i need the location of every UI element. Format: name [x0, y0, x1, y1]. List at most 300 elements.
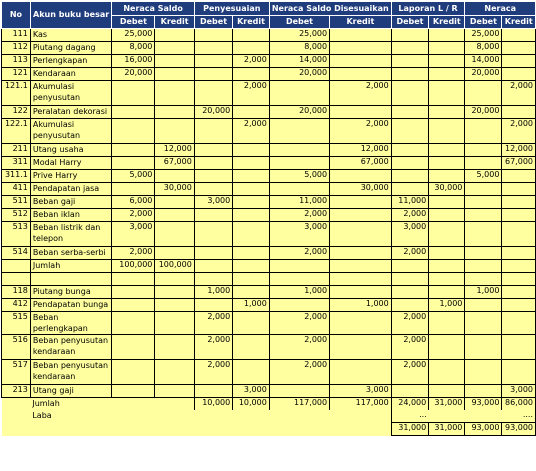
debit-cell: [194, 209, 232, 222]
total-cell: 86,000: [502, 398, 536, 411]
account-name: Pendapatan jasa: [30, 183, 112, 196]
profit-row: [2, 410, 536, 423]
credit-cell: [502, 360, 536, 385]
credit-cell: [233, 335, 270, 360]
account-number: [2, 273, 31, 286]
credit-cell: [502, 222, 536, 247]
table-row: [2, 42, 536, 55]
account-name: Piutang bunga: [30, 286, 112, 299]
debit-cell: [194, 144, 232, 157]
total-label: Jumlah: [30, 398, 112, 411]
credit-cell: [330, 170, 392, 183]
header-penyesuaian: Penyesuaian: [194, 2, 269, 16]
credit-cell: [330, 55, 392, 68]
table-row: [2, 157, 536, 170]
credit-cell: [330, 209, 392, 222]
blank-cell: [30, 423, 112, 436]
blank-cell: [155, 410, 194, 423]
credit-cell: [155, 247, 194, 260]
account-number: 213: [2, 385, 31, 398]
debit-cell: [194, 55, 232, 68]
account-name: Piutang dagang: [30, 42, 112, 55]
table-row: [2, 196, 536, 209]
credit-cell: [429, 55, 465, 68]
balance-cell: 93,000: [465, 423, 502, 436]
credit-cell: 2,000: [330, 81, 392, 106]
debit-cell: 25,000: [269, 29, 329, 42]
credit-cell: [155, 335, 194, 360]
credit-cell: [155, 273, 194, 286]
total-cell: 117,000: [269, 398, 329, 411]
debit-cell: [391, 299, 429, 312]
worksheet: [1, 1, 536, 436]
credit-cell: [330, 42, 392, 55]
debit-cell: 2,000: [391, 335, 429, 360]
debit-cell: 25,000: [465, 29, 502, 42]
credit-cell: [155, 42, 194, 55]
account-number: 211: [2, 144, 31, 157]
debit-cell: [269, 183, 329, 196]
debit-cell: 3,000: [269, 222, 329, 247]
credit-cell: [330, 247, 392, 260]
debit-cell: [194, 68, 232, 81]
credit-cell: [233, 68, 270, 81]
debit-cell: 3,000: [194, 196, 232, 209]
credit-cell: [155, 286, 194, 299]
account-number: 512: [2, 209, 31, 222]
credit-cell: [429, 42, 465, 55]
credit-cell: 2,000: [502, 119, 536, 144]
account-name: Beban gaji: [30, 196, 112, 209]
debit-cell: [465, 196, 502, 209]
worksheet-table: [1, 1, 536, 436]
debit-cell: [465, 335, 502, 360]
debit-cell: [194, 273, 232, 286]
debit-cell: [465, 312, 502, 335]
credit-cell: [502, 196, 536, 209]
profit-cell: ....: [502, 410, 536, 423]
debit-cell: [194, 119, 232, 144]
debit-cell: [391, 55, 429, 68]
debit-cell: [112, 81, 155, 106]
credit-cell: [330, 106, 392, 119]
account-number: 122: [2, 106, 31, 119]
credit-cell: [502, 68, 536, 81]
debit-cell: [269, 81, 329, 106]
header-neraca: Neraca: [465, 2, 536, 16]
credit-cell: 30,000: [330, 183, 392, 196]
header-credit: Kredit: [502, 16, 536, 29]
credit-cell: [330, 360, 392, 385]
debit-cell: 3,000: [112, 222, 155, 247]
debit-cell: 20,000: [112, 68, 155, 81]
credit-cell: [155, 196, 194, 209]
debit-cell: [465, 144, 502, 157]
credit-cell: [429, 170, 465, 183]
credit-cell: [502, 183, 536, 196]
account-number: 411: [2, 183, 31, 196]
blank-cell: [2, 398, 31, 411]
account-number: 113: [2, 55, 31, 68]
header-credit: Kredit: [330, 16, 392, 29]
debit-cell: 11,000: [391, 196, 429, 209]
credit-cell: [429, 360, 465, 385]
debit-cell: 2,000: [194, 335, 232, 360]
balance-cell: 31,000: [391, 423, 429, 436]
credit-cell: 2,000: [233, 81, 270, 106]
table-row: [2, 360, 536, 385]
credit-cell: [429, 286, 465, 299]
debit-cell: 20,000: [194, 106, 232, 119]
debit-cell: 2,000: [269, 247, 329, 260]
credit-cell: [330, 29, 392, 42]
debit-cell: 14,000: [269, 55, 329, 68]
blank-cell: [194, 423, 232, 436]
credit-cell: 2,000: [233, 55, 270, 68]
credit-cell: [155, 222, 194, 247]
account-number: 511: [2, 196, 31, 209]
credit-cell: [429, 247, 465, 260]
table-row: [2, 119, 536, 144]
debit-cell: [194, 299, 232, 312]
credit-cell: [233, 29, 270, 42]
credit-cell: 2,000: [233, 119, 270, 144]
debit-cell: [391, 157, 429, 170]
debit-cell: [194, 170, 232, 183]
credit-cell: [429, 144, 465, 157]
debit-cell: [194, 29, 232, 42]
credit-cell: [502, 312, 536, 335]
total-cell: 117,000: [330, 398, 392, 411]
credit-cell: 3,000: [502, 385, 536, 398]
account-name: Beban penyusutan kendaraan: [30, 360, 112, 385]
debit-cell: [391, 286, 429, 299]
debit-cell: 3,000: [391, 222, 429, 247]
balance-cell: 93,000: [502, 423, 536, 436]
account-number: 311.1: [2, 170, 31, 183]
debit-cell: [465, 222, 502, 247]
credit-cell: [429, 312, 465, 335]
table-row: [2, 29, 536, 42]
total-cell: 31,000: [429, 398, 465, 411]
debit-cell: 2,000: [112, 247, 155, 260]
debit-cell: [391, 144, 429, 157]
account-name: Beban serba-serbi: [30, 247, 112, 260]
debit-cell: [112, 144, 155, 157]
table-row: [2, 260, 536, 273]
debit-cell: [194, 81, 232, 106]
account-number: 515: [2, 312, 31, 335]
credit-cell: [155, 68, 194, 81]
credit-cell: [502, 209, 536, 222]
table-row: [2, 55, 536, 68]
header-credit: Kredit: [233, 16, 270, 29]
table-row: [2, 144, 536, 157]
header-debit: Debet: [112, 16, 155, 29]
debit-cell: [391, 106, 429, 119]
debit-cell: [465, 385, 502, 398]
credit-cell: [233, 247, 270, 260]
debit-cell: [194, 157, 232, 170]
credit-cell: [330, 260, 392, 273]
account-name: Peralatan dekorasi: [30, 106, 112, 119]
account-name: Prive Harry: [30, 170, 112, 183]
debit-cell: 5,000: [465, 170, 502, 183]
account-name: Pendapatan bunga: [30, 299, 112, 312]
blank-cell: [112, 398, 155, 411]
debit-cell: [112, 360, 155, 385]
account-name: Perlengkapan: [30, 55, 112, 68]
account-number: 514: [2, 247, 31, 260]
credit-cell: 3,000: [330, 385, 392, 398]
account-name: Kendaraan: [30, 68, 112, 81]
debit-cell: [194, 42, 232, 55]
header-nsd: Neraca Saldo Disesuaikan: [269, 2, 391, 16]
account-number: 121.1: [2, 81, 31, 106]
credit-cell: [502, 55, 536, 68]
account-name: [30, 273, 112, 286]
credit-cell: [429, 260, 465, 273]
credit-cell: [330, 273, 392, 286]
debit-cell: [112, 299, 155, 312]
credit-cell: [155, 209, 194, 222]
header-laporan-lr: Laporan L / R: [391, 2, 465, 16]
debit-cell: 2,000: [112, 209, 155, 222]
header-debit: Debet: [269, 16, 329, 29]
balance-row: [2, 423, 536, 436]
debit-cell: 8,000: [112, 42, 155, 55]
credit-cell: [233, 144, 270, 157]
credit-cell: [330, 286, 392, 299]
credit-cell: 1,000: [330, 299, 392, 312]
credit-cell: 67,000: [502, 157, 536, 170]
blank-cell: [269, 410, 329, 423]
credit-cell: 1,000: [233, 299, 270, 312]
credit-cell: [429, 222, 465, 247]
credit-cell: [502, 299, 536, 312]
total-row: [2, 398, 536, 411]
blank-cell: [155, 423, 194, 436]
debit-cell: 2,000: [269, 360, 329, 385]
debit-cell: 20,000: [269, 106, 329, 119]
blank-cell: [330, 423, 392, 436]
credit-cell: 2,000: [330, 119, 392, 144]
header-credit: Kredit: [155, 16, 194, 29]
credit-cell: 67,000: [155, 157, 194, 170]
credit-cell: [330, 196, 392, 209]
table-row: [2, 68, 536, 81]
credit-cell: [233, 222, 270, 247]
debit-cell: 1,000: [269, 286, 329, 299]
credit-cell: [502, 247, 536, 260]
balance-cell: 31,000: [429, 423, 465, 436]
debit-cell: [269, 273, 329, 286]
debit-cell: 2,000: [269, 312, 329, 335]
debit-cell: [112, 385, 155, 398]
credit-cell: [233, 273, 270, 286]
debit-cell: [112, 119, 155, 144]
account-number: 112: [2, 42, 31, 55]
credit-cell: 12,000: [330, 144, 392, 157]
credit-cell: [502, 42, 536, 55]
blank-cell: [112, 423, 155, 436]
debit-cell: [465, 157, 502, 170]
credit-cell: 67,000: [330, 157, 392, 170]
debit-cell: [391, 183, 429, 196]
table-row: [2, 335, 536, 360]
credit-cell: [233, 170, 270, 183]
debit-cell: [465, 360, 502, 385]
account-number: 513: [2, 222, 31, 247]
table-row: [2, 170, 536, 183]
debit-cell: [194, 260, 232, 273]
credit-cell: [155, 385, 194, 398]
debit-cell: [112, 286, 155, 299]
debit-cell: 1,000: [194, 286, 232, 299]
debit-cell: 14,000: [465, 55, 502, 68]
account-name: Jumlah: [30, 260, 112, 273]
credit-cell: [233, 312, 270, 335]
blank-cell: [155, 398, 194, 411]
debit-cell: 2,000: [391, 360, 429, 385]
credit-cell: [502, 106, 536, 119]
header-debit: Debet: [194, 16, 232, 29]
account-name: Modal Harry: [30, 157, 112, 170]
account-number: 111: [2, 29, 31, 42]
credit-cell: [502, 286, 536, 299]
debit-cell: [112, 183, 155, 196]
debit-cell: [465, 260, 502, 273]
blank-cell: [269, 423, 329, 436]
credit-cell: 12,000: [155, 144, 194, 157]
credit-cell: [233, 157, 270, 170]
credit-cell: [330, 335, 392, 360]
debit-cell: 8,000: [465, 42, 502, 55]
account-name: Beban perlengkapan: [30, 312, 112, 335]
profit-cell: [465, 410, 502, 423]
account-number: 122.1: [2, 119, 31, 144]
account-name: Beban penyusutan kendaraan: [30, 335, 112, 360]
profit-cell: ...: [391, 410, 429, 423]
credit-cell: [155, 119, 194, 144]
header-no: No: [2, 2, 31, 29]
debit-cell: [112, 106, 155, 119]
debit-cell: 2,000: [391, 209, 429, 222]
credit-cell: [429, 106, 465, 119]
debit-cell: [391, 68, 429, 81]
debit-cell: 2,000: [391, 247, 429, 260]
header-account: Akun buku besar: [30, 2, 112, 29]
credit-cell: [502, 273, 536, 286]
debit-cell: 2,000: [194, 360, 232, 385]
debit-cell: 20,000: [269, 68, 329, 81]
debit-cell: [269, 157, 329, 170]
debit-cell: [269, 119, 329, 144]
header-debit: Debet: [391, 16, 429, 29]
debit-cell: [269, 144, 329, 157]
debit-cell: [194, 183, 232, 196]
debit-cell: [465, 247, 502, 260]
credit-cell: [429, 68, 465, 81]
debit-cell: 2,000: [194, 312, 232, 335]
credit-cell: [429, 157, 465, 170]
debit-cell: [465, 209, 502, 222]
table-row: [2, 247, 536, 260]
account-number: 517: [2, 360, 31, 385]
credit-cell: [233, 209, 270, 222]
debit-cell: [465, 119, 502, 144]
profit-cell: [429, 410, 465, 423]
account-number: 412: [2, 299, 31, 312]
debit-cell: [391, 42, 429, 55]
account-name: Beban listrik dan telepon: [30, 222, 112, 247]
credit-cell: 30,000: [429, 183, 465, 196]
debit-cell: [391, 29, 429, 42]
blank-cell: [233, 423, 270, 436]
credit-cell: [330, 68, 392, 81]
account-name: Utang usaha: [30, 144, 112, 157]
debit-cell: [465, 183, 502, 196]
credit-cell: [502, 260, 536, 273]
credit-cell: [155, 106, 194, 119]
account-number: 121: [2, 68, 31, 81]
debit-cell: [465, 299, 502, 312]
debit-cell: 25,000: [112, 29, 155, 42]
debit-cell: [269, 260, 329, 273]
blank-cell: [194, 410, 232, 423]
credit-cell: [429, 335, 465, 360]
credit-cell: [233, 196, 270, 209]
credit-cell: [233, 106, 270, 119]
total-cell: 24,000: [391, 398, 429, 411]
debit-cell: [391, 260, 429, 273]
credit-cell: [502, 335, 536, 360]
credit-cell: [429, 385, 465, 398]
header-credit: Kredit: [429, 16, 465, 29]
table-row: [2, 385, 536, 398]
table-row: [2, 312, 536, 335]
table-row: [2, 81, 536, 106]
blank-cell: [233, 410, 270, 423]
credit-cell: [155, 55, 194, 68]
credit-cell: [429, 273, 465, 286]
blank-cell: [112, 410, 155, 423]
credit-cell: [502, 170, 536, 183]
debit-cell: 8,000: [269, 42, 329, 55]
debit-cell: [391, 273, 429, 286]
debit-cell: 2,000: [269, 335, 329, 360]
debit-cell: [112, 157, 155, 170]
debit-cell: [194, 222, 232, 247]
profit-label: Laba: [30, 410, 112, 423]
credit-cell: [429, 81, 465, 106]
credit-cell: [233, 260, 270, 273]
table-row: [2, 286, 536, 299]
account-number: 118: [2, 286, 31, 299]
account-name: Kas: [30, 29, 112, 42]
debit-cell: [391, 385, 429, 398]
debit-cell: [391, 81, 429, 106]
debit-cell: 5,000: [269, 170, 329, 183]
blank-cell: [2, 423, 31, 436]
debit-cell: 16,000: [112, 55, 155, 68]
table-row: [2, 222, 536, 247]
debit-cell: [112, 312, 155, 335]
table-row: [2, 299, 536, 312]
credit-cell: [330, 312, 392, 335]
account-number: 516: [2, 335, 31, 360]
debit-cell: [391, 119, 429, 144]
